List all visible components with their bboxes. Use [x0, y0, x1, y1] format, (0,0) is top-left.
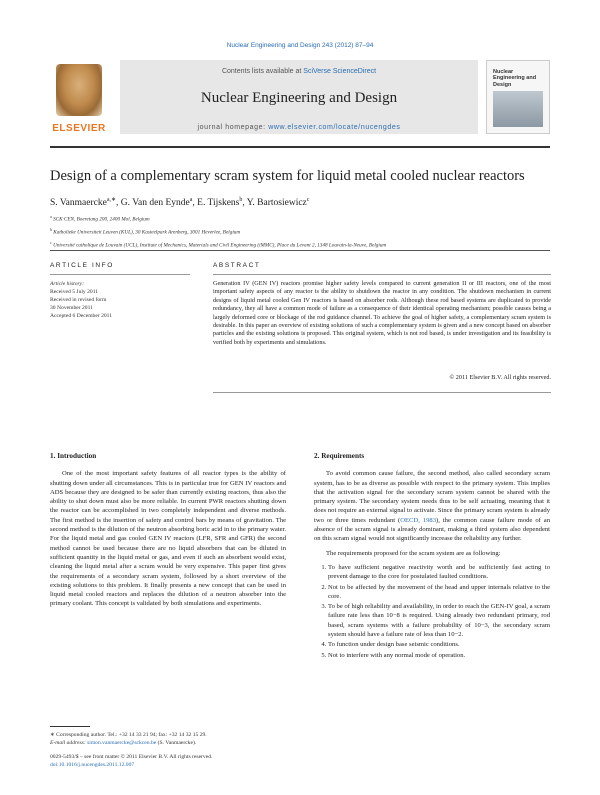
author-name[interactable]: G. Van den Eynde — [120, 198, 190, 209]
requirements-text: To avoid common cause failure, the second method, also called secondary scram system, has to be as diverse as possible with respect to the primary system. This implies that the activation signal for the secondary scram system cannot be shared with the primary system. The secondary system needs thus to be self actuating, meaning that it does not require an external signal to activate. Since the primary scram system is already two or three times redundant ( — [314, 470, 550, 524]
affiliation-item — [50, 212, 550, 225]
masthead — [50, 60, 550, 138]
history-item: 30 November 2011 — [50, 305, 93, 311]
author-mark: b — [239, 197, 243, 203]
abstract-rule — [213, 274, 551, 275]
email-suffix: (S. Vanmaercke). — [156, 740, 197, 746]
affiliation-text: Université catholique de Louvain (UCL), Institute of Mechanics, Materials and Civil Engineering (iMMC), Place du Levant 2, 1348 Louvain-la-Neuve, Belgium — [53, 243, 387, 250]
requirement-item: 2. Not to be affected by the movement of the head and upper internals relative to the core. — [328, 583, 550, 602]
cover-title: Nuclear Engineering and Design — [493, 69, 537, 88]
affiliation-mark: a — [50, 214, 52, 219]
citation-link[interactable]: OECD, 1983 — [400, 516, 437, 524]
contents-prefix: Contents lists available at — [221, 68, 304, 75]
affiliation-text: SCK·CEN, Boeretang 200, 2400 Mol, Belgium — [53, 216, 150, 223]
author-mark: a,∗ — [106, 197, 117, 203]
email-label: E-mail address: — [50, 740, 88, 746]
corresponding-author-note: ∗ Corresponding author. Tel.: +32 14 33 21 94; fax: +32 14 32 15 29. — [50, 732, 207, 738]
author-name[interactable]: S. Vanmaercke — [50, 198, 107, 209]
article-info — [50, 280, 190, 320]
elsevier-tree-icon — [56, 64, 102, 116]
requirements-text: ), the common cause failure mode of an absence of the scram signal is already dominant, making a third system also dependent on this scram signal would not significantly increase the reliability any further. — [314, 516, 551, 543]
requirements-paragraph — [314, 469, 550, 543]
header-rule — [50, 146, 550, 148]
intro-heading: 1. Introduction — [50, 452, 97, 460]
affiliations — [50, 212, 550, 252]
elsevier-logo — [50, 60, 108, 134]
requirement-item: 3. To be of high reliability and availability, in order to reach the GEN-IV goal, a scram failure rate less than 10−8 is required. Using already two redundant primary, rod based, scram systems with a failure probability of 10−3, the secondary scram system should have a failure rate of less than 10−2. — [328, 602, 550, 639]
homepage-prefix: journal homepage: — [197, 124, 269, 131]
requirements-intro: The requirements proposed for the scram system are as following: — [326, 549, 501, 557]
author-name[interactable]: Y. Bartosiewicz — [246, 198, 307, 209]
requirements-heading: 2. Requirements — [314, 452, 365, 460]
sciencedirect-link[interactable]: SciVerse ScienceDirect — [303, 68, 377, 75]
article-info-heading: ARTICLE INFO — [50, 262, 114, 269]
column-left — [50, 452, 286, 614]
footnote-rule — [50, 726, 90, 727]
history-item: Accepted 6 December 2011 — [50, 313, 113, 319]
abstract-heading: ABSTRACT — [213, 262, 261, 269]
journal-banner — [120, 60, 478, 134]
history-item: Received 5 July 2011 — [50, 289, 99, 295]
affiliation-text: Katholieke Universiteit Leuven (KUL), 30 Kasteelpark Arenberg, 3001 Heverlee, Belgium — [53, 229, 241, 236]
author-list: S. Vanmaercke$^{a,∗}$, G. Van den Eynde$^a$, E. Tijskens$^b$, Y. Bartosiewicz$^c$ — [50, 197, 310, 209]
affiliation-item — [50, 225, 550, 238]
copyright: © 2011 Elsevier B.V. All rights reserved. — [449, 374, 551, 381]
publisher-name: ELSEVIER — [52, 123, 106, 134]
requirement-item: 1. To have sufficient negative reactivity worth and be sufficiently fast acting to prevent damage to the core for postulated faulted conditions. — [328, 563, 550, 582]
author-mark: a — [189, 197, 193, 203]
email-note — [50, 739, 286, 747]
cover-image — [493, 91, 543, 127]
affiliation-mark: b — [50, 227, 52, 233]
author-mark: c — [306, 197, 310, 203]
affiliation-mark: c — [50, 240, 52, 246]
abstract-end-rule — [213, 392, 551, 393]
article-info-rule — [50, 274, 190, 275]
footnotes — [50, 726, 286, 769]
doi-link[interactable]: doi:10.1016/j.nucengdes.2011.12.007 — [50, 762, 135, 768]
contents-line — [120, 68, 478, 75]
requirement-item: 5. Not to interfere with any normal mode of operation. — [328, 651, 550, 660]
journal-reference: Nuclear Engineering and Design 243 (2012) 87–94 — [226, 42, 374, 49]
homepage-link[interactable]: www.elsevier.com/locate/nucengdes — [268, 124, 401, 131]
homepage-line — [120, 124, 478, 131]
author-name[interactable]: E. Tijskens — [197, 198, 240, 209]
title-block-rule — [50, 250, 550, 251]
article-title: Design of a complementary scram system for liquid metal cooled nuclear reactors — [50, 168, 525, 184]
issn-line: 0029-5493/$ – see front matter © 2011 Elsevier B.V. All rights reserved. — [50, 754, 213, 760]
email-link[interactable]: simon.vanmaercke@sckcen.be — [87, 740, 157, 746]
journal-cover — [486, 60, 550, 134]
journal-name: Nuclear Engineering and Design — [200, 90, 398, 106]
intro-paragraph: One of the most important safety features of all reactor types is the ability of shutting down under all circumstances. This is in particular true for GEN IV reactors and ADS because they are designed to be safer than currently existing reactors, thus also the ability to shut down must also be more reliable. In current PWR reactors shutting down the reactor can be accomplished in two completely independent and diverse methods. The first method is the insertion of safety and control bars by means of gravitation. The second method is the dilution of the neutron absorbing boric acid in to the primary water. For the liquid metal and gas cooled GEN IV reactors (LFR, SFR and GFR) the second method cannot be used because there are no liquid absorbers that can be diluted in sufficient quantity in the liquid metal or gas, and even if such an absorbent would exist, cleaning the liquid metal after a scram would be very expensive. This paper first gives the requirements of a secondary scram system, followed by a short overview of the existing solutions to this problem. It finally presents a new concept that can be used in liquid metal cooled reactors and replaces the dilution of a neutron absorber into the primary coolant. This concept is validated by both simulations and experiments. — [50, 470, 286, 608]
requirements-list — [328, 563, 550, 660]
abstract-text: Generation IV (GEN IV) reactors promise higher safety levels compared to current generation II or III reactors, one of the most important safety aspects of any reactor is the ability to shutdown the reactor in any condition. The shutdown mechanism in current designs of liquid metal cooled Gen IV reactors is based on absorber rods. Although these rod based systems are duplicated to provide redundancy, they all have a common mode of failure as a consequence of their identical operating mechanism; possible causes being a largely deformed core or blockage of the rod guidance channel. To achieve the goal of higher safety, a complementary scram system is desirable. In this paper an overview of existing solutions of such a complementary system is given and a new concept based on absorber particles and the existing solutions is proposed. This original system, which is not rod based, is under investigation and its feasibility is verified both by experiments and simulations. — [213, 280, 551, 346]
history-item: Received in revised form — [50, 297, 107, 303]
history-label: Article history: — [50, 281, 85, 287]
column-right — [314, 452, 550, 661]
requirement-item: 4. To function under design base seismic conditions. — [328, 640, 550, 649]
